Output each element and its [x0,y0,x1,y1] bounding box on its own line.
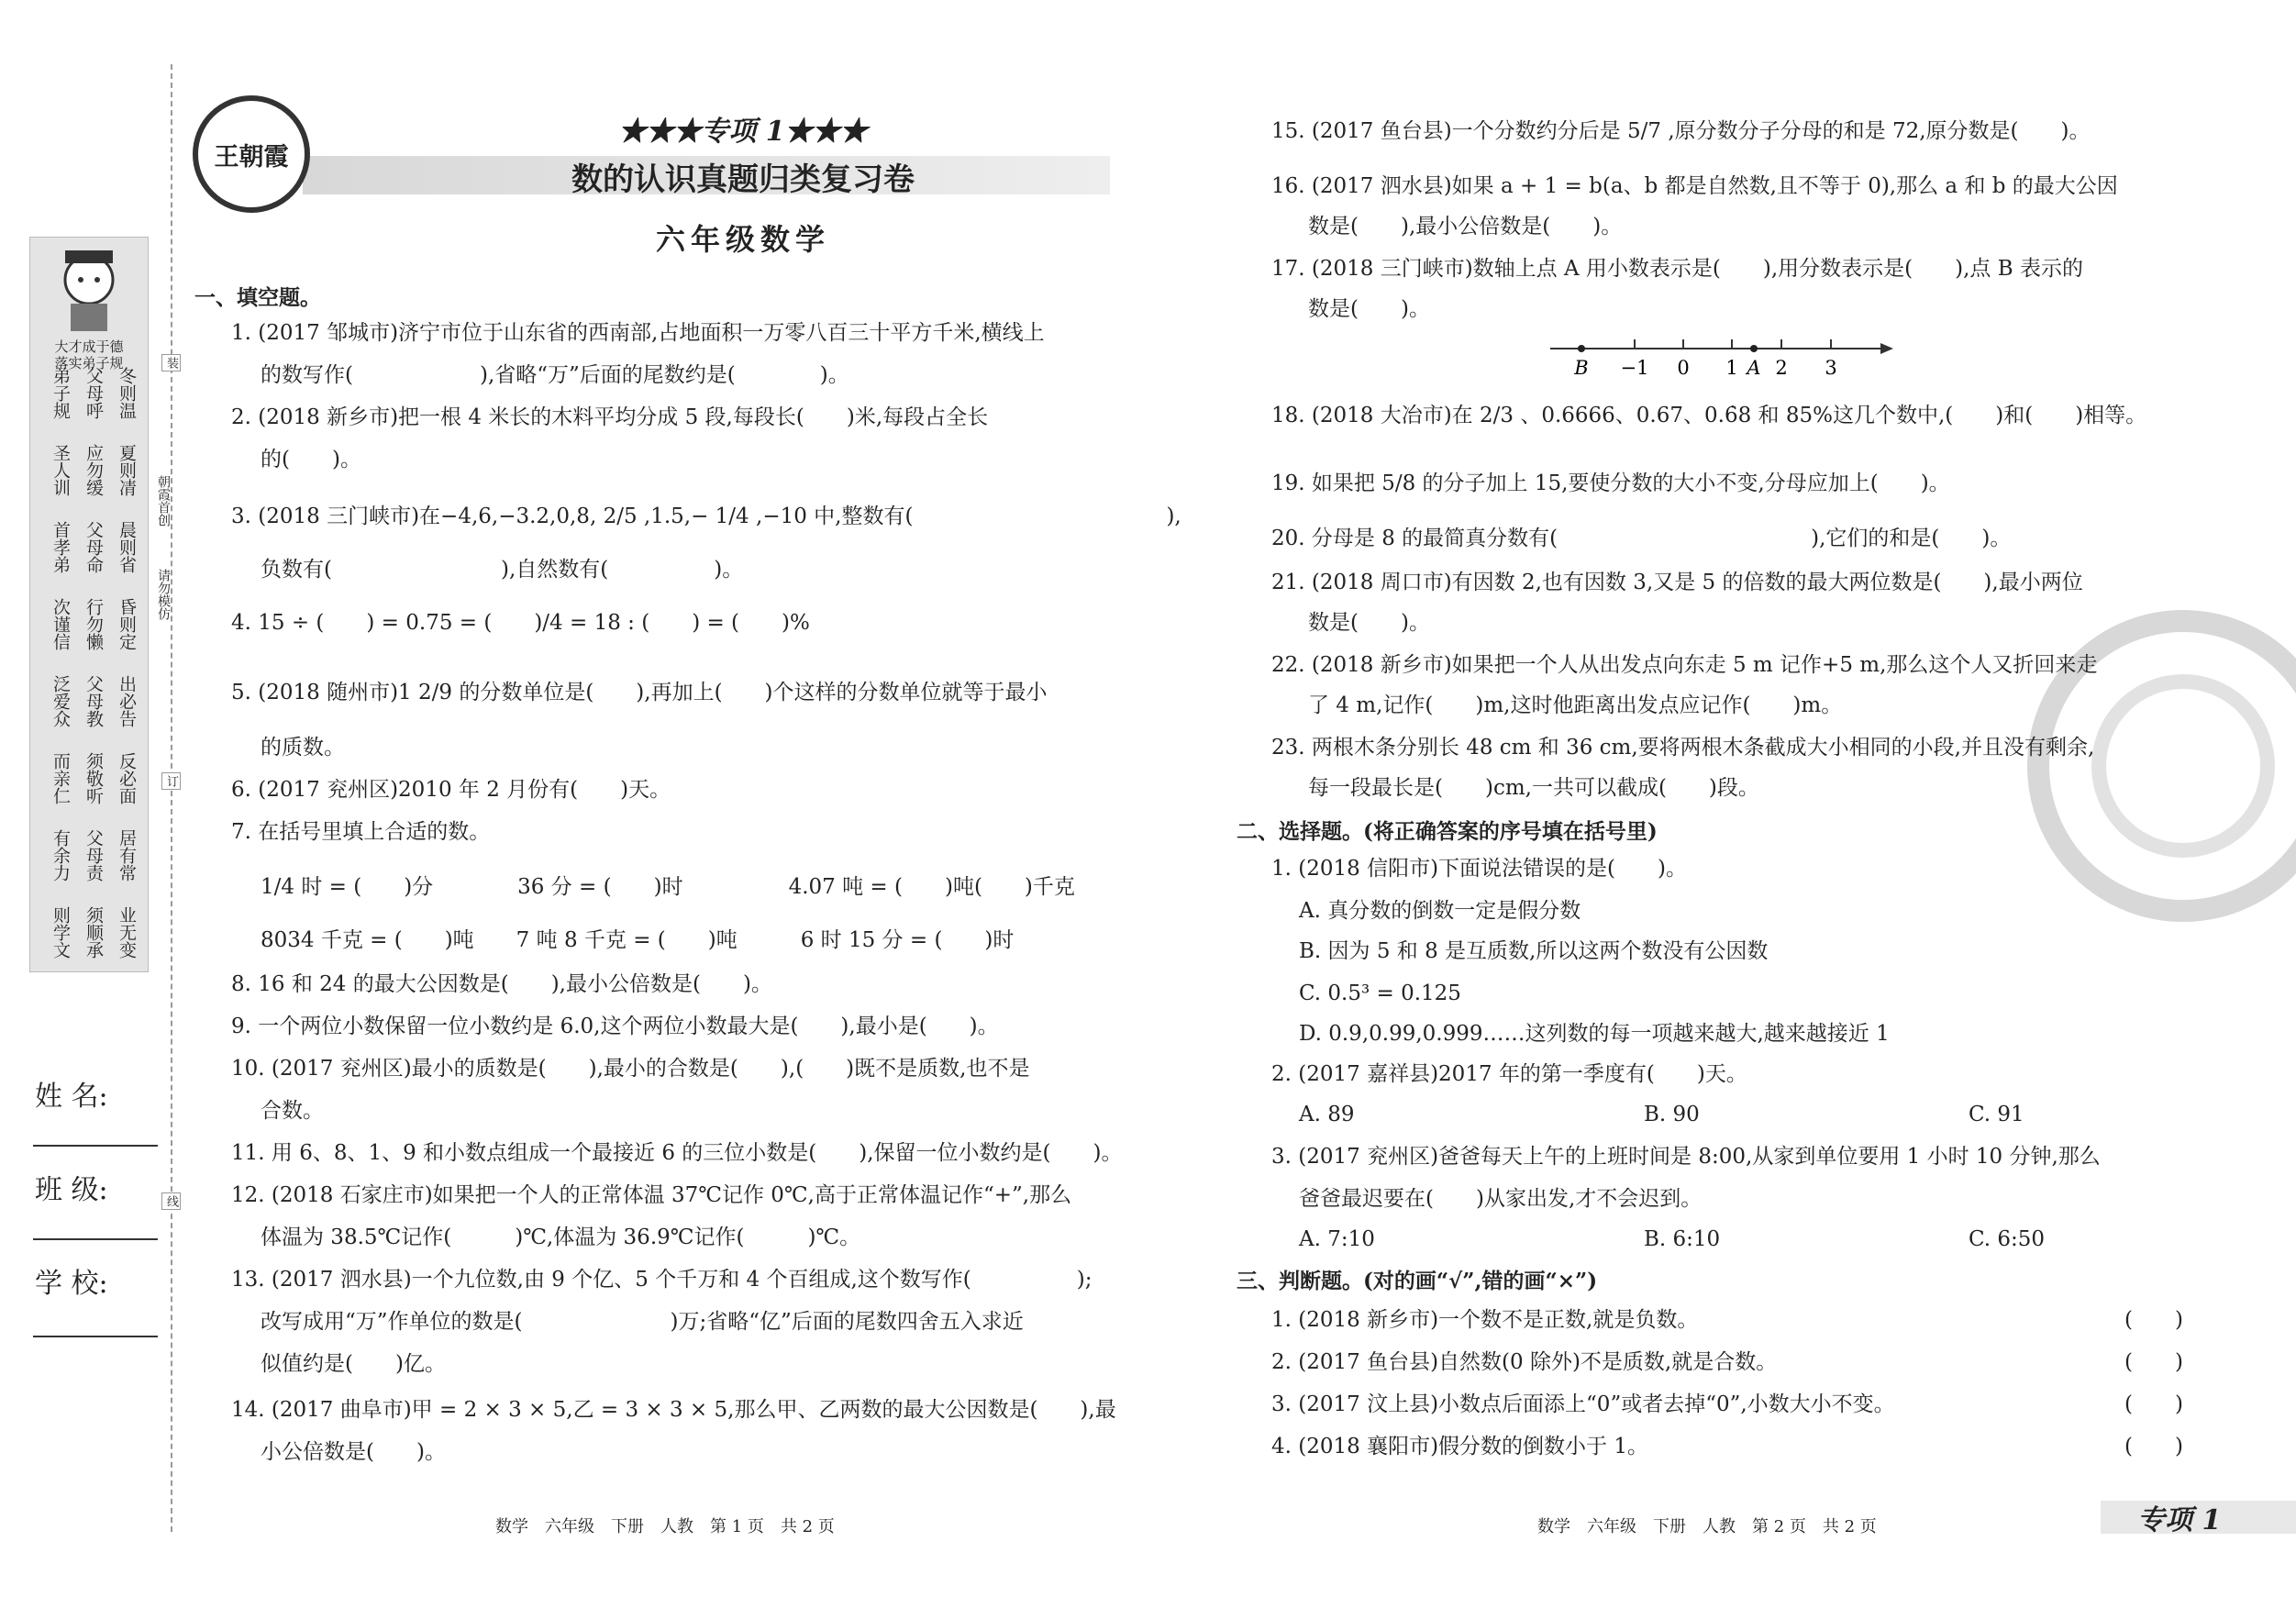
choice-line: D. 0.9,0.99,0.999……这列数的每一项越来越大,越来越接近 1 [1299,1022,1890,1046]
class-field[interactable] [33,1238,158,1240]
question-line: 1. (2017 邹城市)济宁市位于山东省的西南部,占地面积一万零八百三十平方千米,横线上 [231,321,1045,345]
motto-column: 夏则凊 [116,444,137,496]
corner-tag-text: 专项 1 [2137,1504,2222,1536]
choice-line: 爸爸最迟要在( )从家出发,才不会迟到。 [1299,1187,1703,1211]
name-label: 姓 名: [35,1081,108,1113]
motto-top-1: 大才成于德 [54,338,124,355]
choice-line: C. 0.5³ = 0.125 [1299,981,1461,1005]
question-line: 3. (2018 三门峡市)在−4,6,−3.2,0,8, 2/5 ,1.5,− 1/4 ,−10 中,整数有( ), [231,505,1181,528]
question-line: 每一段最长是( )cm,一共可以截成( )段。 [1308,776,1759,800]
motto-column: 父母教 [83,675,104,727]
school-label: 学 校: [35,1268,108,1300]
choice-line: B. 因为 5 和 8 是互质数,所以这两个数没有公因数 [1299,939,1769,963]
question-line: 14. (2017 曲阜市)甲 = 2 × 3 × 5,乙 = 3 × 3 × 5,那么甲、乙两数的最大公因数是( ),最 [231,1398,1116,1422]
question-line: 6. (2017 兖州区)2010 年 2 月份有( )天。 [231,778,671,802]
question-line: 数是( )。 [1308,297,1430,321]
page-title: 数的认识真题归类复习卷 [571,161,915,198]
motto-column: 晨则省 [116,521,137,573]
binding-label-zhuang: 装 [161,354,181,372]
section-choice: 二、选择题。(将正确答案的序号填在括号里) [1237,819,1658,844]
question-line: 似值约是( )亿。 [261,1352,446,1376]
question-line: 23. 两根木条分别长 48 cm 和 36 cm,要将两根木条截成大小相同的小段,并且没有剩余, [1271,736,2095,760]
question-line: 的数写作( ),省略“万”后面的尾数约是( )。 [261,363,849,387]
binding-note-2: 请勿模仿 [156,569,171,620]
choice-line: 3. (2017 兖州区)爸爸每天上午的上班时间是 8:00,从家到单位要用 1 小时 10 分钟,那么 [1271,1145,2101,1169]
question-line: 的质数。 [261,736,345,760]
choice-option: B. 6:10 [1644,1227,1721,1251]
question-line: 7. 在括号里填上合适的数。 [231,820,491,844]
question-line: 9. 一个两位小数保留一位小数约是 6.0,这个两位小数最大是( ),最小是( )。 [231,1015,999,1038]
question-line: 5. (2018 随州市)1 2/9 的分数单位是( ),再加上( )个这样的分数单位就等于最小 [231,681,1048,704]
motto-column: 应勿缓 [83,444,104,496]
binding-line [171,64,172,1532]
motto-column: 父母命 [83,521,104,573]
judge-answer-bracket: ( ) [2124,1392,2183,1416]
motto-column: 泛爱众 [50,675,71,727]
motto-column: 行勿懒 [83,598,104,650]
question-line: 4. 15 ÷ ( ) = 0.75 = ( )/4 = 18 : ( ) = ( )% [231,611,810,635]
choice-line: 2. (2017 嘉祥县)2017 年的第一季度有( )天。 [1271,1062,1747,1086]
school-field[interactable] [33,1336,158,1337]
question-line: 体温为 38.5℃记作( )℃,体温为 36.9℃记作( )℃。 [261,1225,861,1249]
choice-option: A. 7:10 [1299,1227,1375,1251]
number-line-label: −1 [1620,357,1649,379]
question-line: 小公倍数是( )。 [261,1440,446,1464]
left-footer: 数学 六年级 下册 人教 第 1 页 共 2 页 [495,1517,835,1536]
question-line: 1/4 时 = ( )分 36 分 = ( )时 4.07 吨 = ( )吨( )千克 [261,875,1075,899]
choice-line: 1. (2018 信阳市)下面说法错误的是( )。 [1271,857,1687,881]
choice-line: A. 真分数的倒数一定是假分数 [1299,899,1581,923]
number-line-point [1578,345,1585,352]
motto-column: 昏则定 [116,598,137,650]
topic-heading: ★★★专项 1★★★ [618,116,868,148]
motto-column: 须顺承 [83,906,104,959]
question-line: 12. (2018 石家庄市)如果把一个人的正常体温 37℃记作 0℃,高于正常体温记作“+”,那么 [231,1183,1072,1207]
judge-answer-bracket: ( ) [2124,1308,2183,1332]
question-line: 16. (2017 泗水县)如果 a + 1 = b(a、b 都是自然数,且不等于 0),那么 a 和 b 的最大公因 [1271,174,2118,198]
question-line: 10. (2017 兖州区)最小的质数是( ),最小的合数是( ),( )既不是质数,也不是 [231,1057,1030,1081]
motto-column: 业无变 [116,906,137,959]
motto-top-2: 落实弟子规 [54,355,124,372]
motto-column: 次谨信 [50,598,71,650]
motto-column: 出必告 [116,675,137,727]
right-footer: 数学 六年级 下册 人教 第 2 页 共 2 页 [1537,1517,1877,1536]
choice-option: B. 90 [1644,1103,1700,1126]
number-line [1550,332,1899,385]
motto-column: 居有常 [116,829,137,882]
judge-line: 3. (2017 汶上县)小数点后面添上“0”或者去掉“0”,小数大小不变。 [1271,1392,1895,1416]
motto-column: 有余力 [50,829,71,882]
choice-option: C. 6:50 [1969,1227,2046,1251]
choice-option: A. 89 [1299,1103,1355,1126]
question-line: 18. (2018 大冶市)在 2/3 、0.6666、0.67、0.6̇8 和 85%这几个数中,( )和( )相等。 [1271,404,2147,427]
question-line: 15. (2017 鱼台县)一个分数约分后是 5/7 ,原分数分子分母的和是 72,原分数是( )。 [1271,119,2091,143]
motto-column: 反必面 [116,752,137,804]
binding-label-xian: 线 [161,1192,181,1210]
number-line-label: A [1747,357,1761,379]
judge-line: 4. (2018 襄阳市)假分数的倒数小于 1。 [1271,1435,1648,1458]
number-line-label: 1 [1725,357,1738,379]
judge-answer-bracket: ( ) [2124,1350,2183,1374]
question-line: 8034 千克 = ( )吨 7 吨 8 千克 = ( )吨 6 时 15 分 = ( )时 [261,928,1015,952]
question-line: 13. (2017 泗水县)一个九位数,由 9 个亿、5 个千万和 4 个百组成,这个数写作( ); [231,1268,1093,1292]
scholar-icon [52,243,126,335]
binding-note-1: 朝霞首创 [156,475,171,527]
number-line-point [1750,345,1758,352]
binding-label-ding: 订 [161,772,181,790]
name-field[interactable] [33,1145,158,1147]
judge-line: 1. (2018 新乡市)一个数不是正数,就是负数。 [1271,1308,1699,1332]
question-line: 数是( )。 [1308,611,1430,635]
question-line: 19. 如果把 5/8 的分子加上 15,要使分数的大小不变,分母应加上( )。 [1271,471,1950,495]
motto-column: 弟子规 [50,367,71,419]
motto-column: 冬则温 [116,367,137,419]
question-line: 改写成用“万”作单位的数是( )万;省略“亿”后面的尾数四舍五入求近 [261,1310,1024,1334]
watermark-stamp-inner [2091,674,2275,858]
section-judge: 三、判断题。(对的画“√”,错的画“×”) [1237,1269,1598,1293]
motto-column: 父母呼 [83,367,104,419]
class-label: 班 级: [35,1174,108,1206]
motto-column: 而亲仁 [50,752,71,804]
question-line: 合数。 [261,1099,324,1123]
motto-column: 圣人训 [50,444,71,496]
question-line: 17. (2018 三门峡市)数轴上点 A 用小数表示是( ),用分数表示是( ),点 B 表示的 [1271,257,2083,281]
number-line-label: 0 [1677,357,1690,379]
question-line: 负数有( ),自然数有( )。 [261,558,744,582]
question-line: 11. 用 6、8、1、9 和小数点组成一个最接近 6 的三位小数是( ),保留一位小数约是( )。 [231,1141,1123,1165]
motto-column: 须敬听 [83,752,104,804]
motto-column: 父母责 [83,829,104,882]
question-line: 的( )。 [261,448,361,471]
question-line: 8. 16 和 24 的最大公因数是( ),最小公倍数是( )。 [231,972,772,996]
number-line-label: 2 [1775,357,1788,379]
number-line-label: B [1574,357,1589,379]
number-line-label: 3 [1825,357,1837,379]
motto-column: 则学文 [50,906,71,959]
question-line: 21. (2018 周口市)有因数 2,也有因数 3,又是 5 的倍数的最大两位数是( ),最小两位 [1271,571,2083,594]
section-fill-blank: 一、填空题。 [194,285,321,310]
brand-logo [193,95,310,213]
judge-answer-bracket: ( ) [2124,1435,2183,1458]
choice-option: C. 91 [1969,1103,2024,1126]
question-line: 了 4 m,记作( )m,这时他距离出发点应记作( )m。 [1308,693,1843,717]
question-line: 2. (2018 新乡市)把一根 4 米长的木料平均分成 5 段,每段长( )米,每段占全长 [231,405,989,429]
question-line: 数是( ),最小公倍数是( )。 [1308,215,1623,238]
question-line: 20. 分母是 8 的最简真分数有( ),它们的和是( )。 [1271,527,2012,550]
question-line: 22. (2018 新乡市)如果把一个人从出发点向东走 5 m 记作+5 m,那么这个人又折回来走 [1271,653,2098,677]
motto-column: 首孝弟 [50,521,71,573]
page-subtitle: 六年级数学 [655,222,830,257]
judge-line: 2. (2017 鱼台县)自然数(0 除外)不是质数,就是合数。 [1271,1350,1778,1374]
logo-text: 王朝霞 [214,142,289,172]
